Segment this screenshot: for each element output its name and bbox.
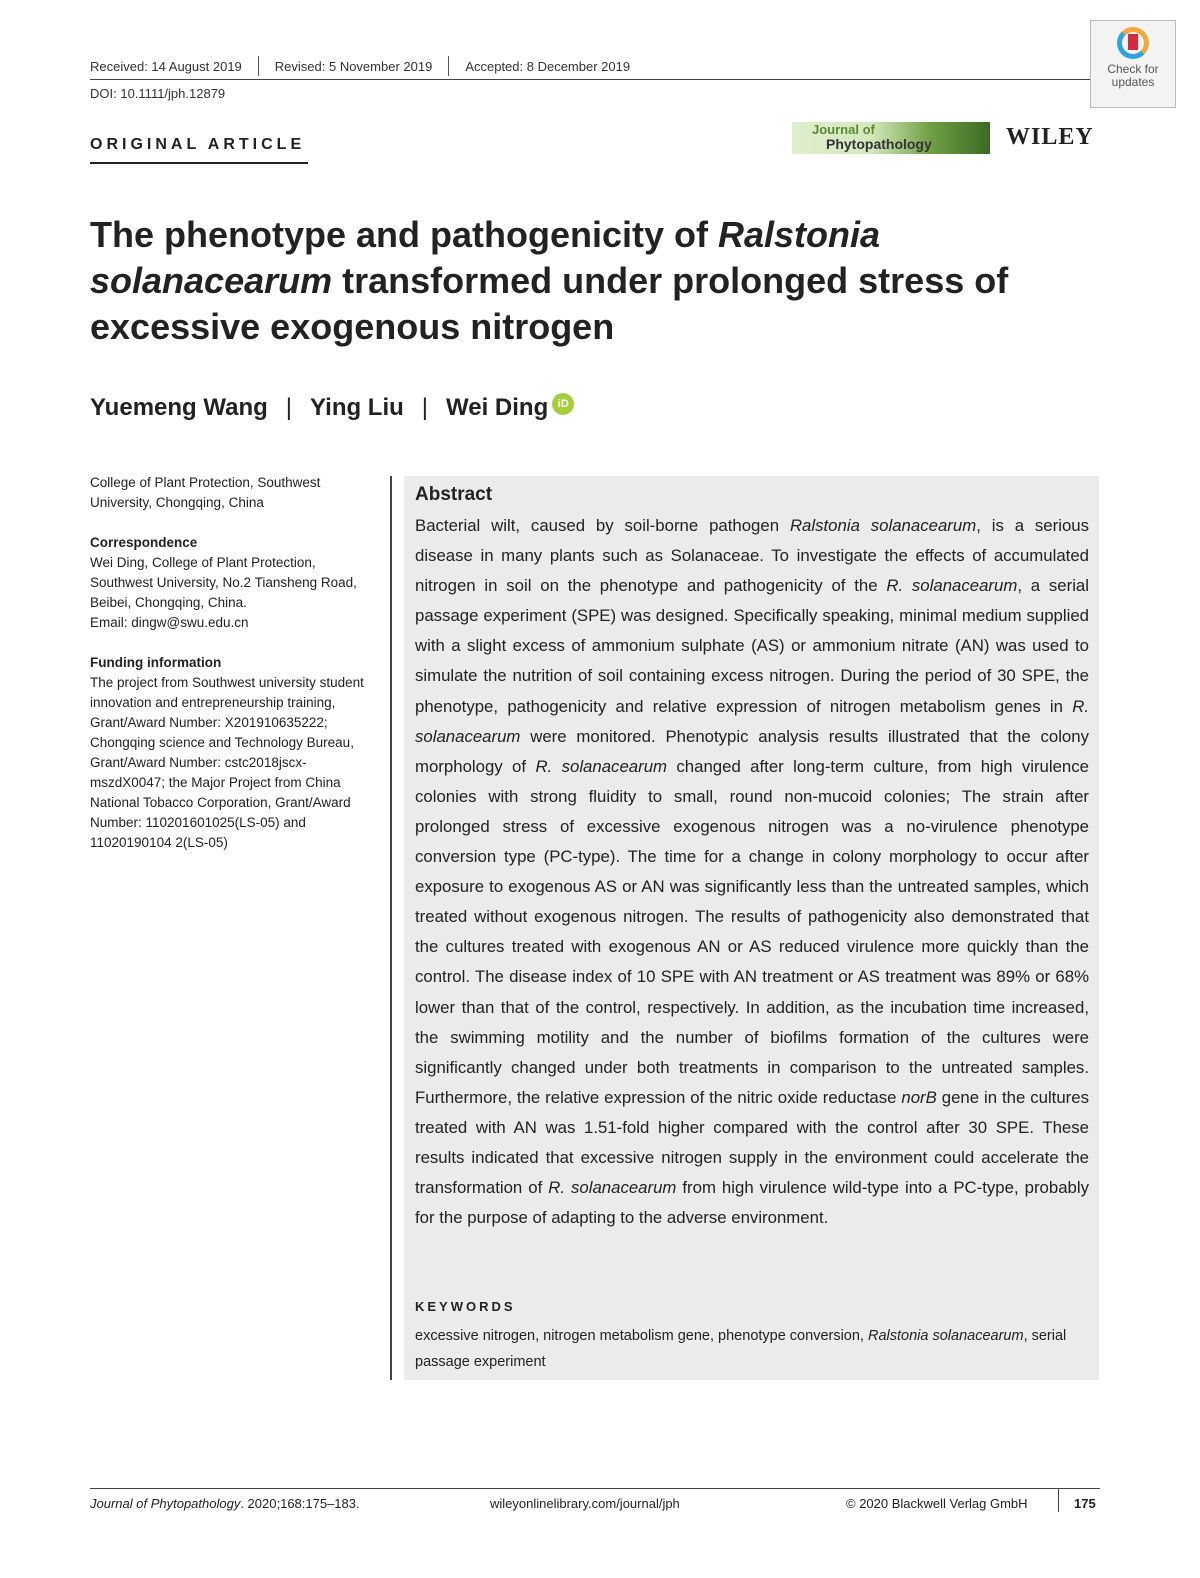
correspondence-heading: Correspondence — [90, 535, 198, 550]
author-name[interactable]: Ying Liu — [310, 394, 404, 421]
publisher-logo: WILEY — [1006, 124, 1094, 150]
correspondence-text: Wei Ding, College of Plant Protection, Southwest University, No.2 Tiansheng Road, Beibei, Chongqing, China. — [90, 555, 357, 610]
accepted-date: Accepted: 8 December 2019 — [465, 58, 631, 74]
journal-logo-line2: Phytopathology — [826, 136, 932, 152]
date-divider — [448, 56, 449, 76]
funding-block — [90, 653, 380, 853]
correspondence-email[interactable]: Email: dingw@swu.edu.cn — [90, 615, 249, 630]
funding-text: The project from Southwest university student innovation and entrepreneurship training, Grant/Award Number: X201910635222; Chongqing science and Technology Bureau, Grant/Award Number: cstc2018jscx-mszdX0047; the Major Project from China National Tobacco Corporation, Grant/Award Number: 110201601025(LS-05) and 11020190104 2(LS-05) — [90, 675, 364, 850]
abstract-text: Bacterial wilt, caused by soil-borne pathogen Ralstonia solanacearum, is a serious disease in many plants such as Solanaceae. To investigate the effects of accumulated nitrogen in soil on the phenotype and pathogenicity of the R. solanacearum, a serial passage experiment (SPE) was designed. Specifically speaking, minimal medium supplied with a slight excess of ammonium sulphate (AS) or ammonium nitrate (AN) was used to simulate the nutrition of soil containing excess nitrogen. During the period of 30 SPE, the phenotype, pathogenicity and relative expression of nitrogen metabolism genes in R. solanacearum were monitored. Phenotypic analysis results illustrated that the colony morphology of R. solanacearum changed after long-term culture, from high virulence colonies with strong fluidity to small, round non-mucoid colonies; The strain after prolonged stress of excessive exogenous nitrogen was a no-virulence phenotype conversion type (PC-type). The time for a change in colony morphology to occur after exposure to exogenous AS or AN was significantly less than the untreated samples, which treated without exogenous nitrogen. The results of pathogenicity also demonstrated that the cultures treated with exogenous AN or AS reduced virulence more quickly than the control. The disease index of 10 SPE with AN treatment or AS treatment was 89% or 68% lower than that of the control, respectively. In addition, as the incubation time increased, the swimming motility and the number of biofilms formation of the cultures were significantly changed under both treatments in comparison to the untreated samples. Furthermore, the relative expression of the nitric oxide reductase norB gene in the cultures treated with AN was 1.51-fold higher compared with the control after 30 SPE. These results indicated that excessive nitrogen supply in the environment could accelerate the transformation of R. solanacearum from high virulence wild-type into a PC-type, probably for the purpose of adapting to the adverse environment. — [415, 516, 1090, 1228]
author-name[interactable]: Yuemeng Wang — [90, 394, 268, 421]
article-title — [90, 212, 1100, 350]
received-date: Received: 14 August 2019 — [90, 58, 242, 74]
doi[interactable]: DOI: 10.1111/jph.12879 — [90, 86, 226, 101]
journal-logo — [792, 122, 990, 154]
article-type-underline — [90, 162, 308, 164]
keywords-heading: KEYWORDS — [415, 1299, 516, 1314]
check-updates-line2: updates — [1111, 75, 1155, 89]
page-number: 175 — [1074, 1496, 1096, 1511]
journal-logo-line1: Journal of — [812, 122, 875, 137]
footer-citation: Journal of Phytopathology. 2020;168:175–183. — [90, 1496, 360, 1511]
check-for-updates-button[interactable] — [1090, 20, 1176, 108]
title-part2: transformed under prolonged stress of excessive exogenous nitrogen — [90, 260, 1009, 347]
footer-divider — [1058, 1488, 1059, 1512]
footer-rule — [90, 1488, 1100, 1489]
revised-date: Revised: 5 November 2019 — [274, 58, 433, 74]
funding-heading: Funding information — [90, 655, 222, 670]
check-updates-line1: Check for — [1107, 62, 1159, 76]
abstract-heading: Abstract — [415, 484, 493, 505]
column-divider — [390, 476, 392, 1380]
article-type: ORIGINAL ARTICLE — [90, 136, 306, 153]
footer-url[interactable]: wileyonlinelibrary.com/journal/jph — [490, 1496, 680, 1511]
title-part1: The phenotype and pathogenicity of — [90, 214, 719, 255]
footer-copyright: © 2020 Blackwell Verlag GmbH — [846, 1496, 1028, 1511]
affiliation: College of Plant Protection, Southwest University, Chongqing, China — [90, 475, 321, 510]
date-divider — [258, 56, 259, 76]
correspondence-block — [90, 533, 380, 633]
author-name[interactable]: Wei Ding — [446, 394, 549, 421]
article-dates — [90, 56, 630, 76]
title-italic: Ralstonia solanacearum — [90, 214, 881, 301]
author-list: Yuemeng Wang | Ying Liu | Wei Ding iD — [90, 394, 574, 422]
orcid-icon[interactable]: iD — [552, 393, 574, 415]
crossmark-icon — [1117, 27, 1149, 59]
header-rule — [90, 79, 1090, 80]
keywords-text: excessive nitrogen, nitrogen metabolism gene, phenotype conversion, Ralstonia solanacearum, serial passage experiment — [415, 1328, 1067, 1370]
